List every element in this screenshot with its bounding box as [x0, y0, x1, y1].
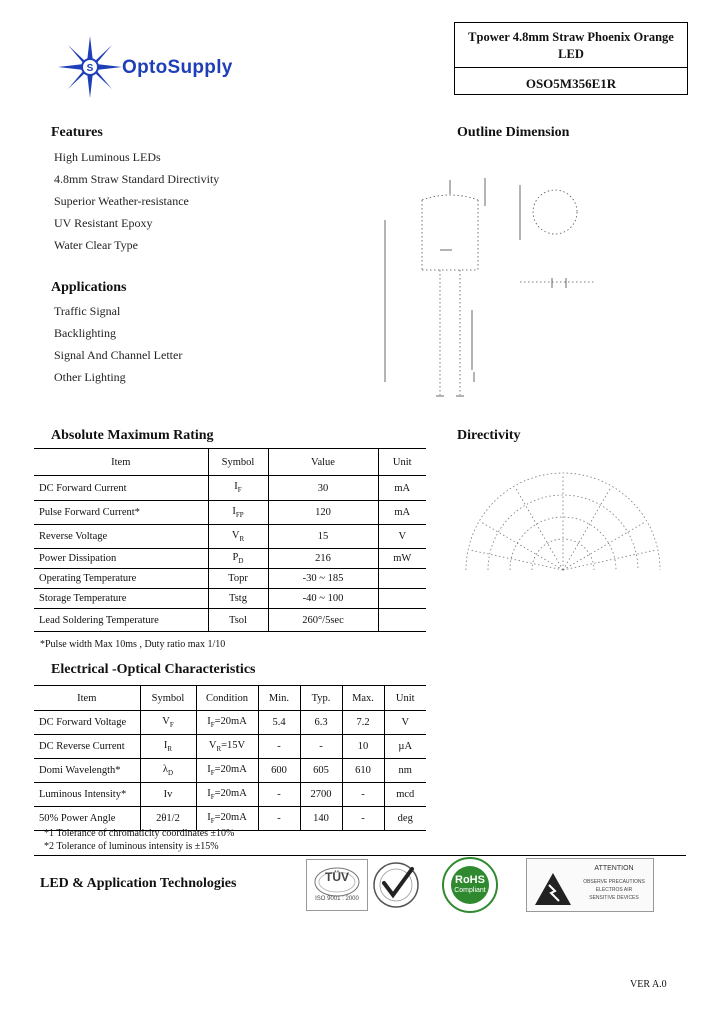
cell-min: 600 — [258, 759, 300, 783]
cell-item: DC Reverse Current — [34, 735, 140, 759]
cell-item: Pulse Forward Current* — [34, 501, 208, 525]
table-header-row — [34, 449, 426, 476]
cell-unit: mW — [378, 549, 426, 569]
cell-symbol: $V_R$ — [208, 525, 268, 549]
application-item: Other Lighting — [54, 370, 126, 384]
eo-note-2: *2 Tolerance of luminous intensity is ±15% — [44, 841, 219, 852]
cell-unit — [378, 609, 426, 632]
cell-max: - — [342, 783, 384, 807]
abs-max-note: *Pulse width Max 10ms , Duty ratio max 1/10 — [40, 639, 226, 650]
table-row — [34, 759, 426, 783]
quality-check-badge — [370, 857, 422, 911]
company-logo — [58, 36, 278, 98]
header-item: Item — [34, 686, 140, 711]
header-item: Item — [34, 449, 208, 476]
header-symbol: Symbol — [140, 686, 196, 711]
features-heading: Features — [51, 125, 103, 140]
feature-item: 4.8mm Straw Standard Directivity — [54, 172, 220, 186]
cell-value: 216 — [268, 549, 378, 569]
application-item: Signal And Channel Letter — [54, 348, 183, 362]
cell-unit: mcd — [384, 783, 426, 807]
cell-unit: nm — [384, 759, 426, 783]
cell-unit: V — [378, 525, 426, 549]
table-row — [34, 783, 426, 807]
cell-max: 7.2 — [342, 711, 384, 735]
applications-heading: Applications — [51, 280, 127, 295]
table-row — [34, 711, 426, 735]
cell-unit: V — [384, 711, 426, 735]
cell-unit: deg — [384, 807, 426, 831]
header-unit: Unit — [378, 449, 426, 476]
header-symbol: Symbol — [208, 449, 268, 476]
eo-note-1: *1 Tolerance of chromaticity coordinates ±10% — [44, 828, 235, 839]
cell-value: 15 — [268, 525, 378, 549]
cell-condition: $I_F=20mA$ — [196, 783, 258, 807]
table-row — [34, 569, 426, 589]
cell-condition: $V_R=15V$ — [196, 735, 258, 759]
cell-max: 610 — [342, 759, 384, 783]
application-item: Traffic Signal — [54, 304, 121, 318]
abs-max-heading: Absolute Maximum Rating — [51, 428, 214, 443]
cell-item: Operating Temperature — [34, 569, 208, 589]
cell-condition: $I_F=20mA$ — [196, 759, 258, 783]
cell-value: 30 — [268, 476, 378, 501]
cell-typ: - — [300, 735, 342, 759]
eo-heading: Electrical -Optical Characteristics — [51, 662, 256, 677]
cell-min: - — [258, 783, 300, 807]
cell-min: 5.4 — [258, 711, 300, 735]
eo-table — [34, 685, 426, 831]
cell-min: - — [258, 735, 300, 759]
feature-item: High Luminous LEDs — [54, 150, 161, 164]
cell-condition: $I_F=20mA$ — [196, 807, 258, 831]
esd-line: SENSITIVE DEVICES — [589, 895, 639, 901]
feature-item: UV Resistant Epoxy — [54, 216, 153, 230]
cell-symbol: Tsol — [208, 609, 268, 632]
abs-max-table — [34, 448, 426, 632]
checkmark-seal-icon — [370, 857, 422, 911]
star-logo-icon — [58, 36, 122, 98]
feature-item: Water Clear Type — [54, 238, 138, 252]
header-value: Value — [268, 449, 378, 476]
cell-unit: mA — [378, 501, 426, 525]
cell-symbol: Topr — [208, 569, 268, 589]
cell-unit — [378, 569, 426, 589]
cell-value: 120 — [268, 501, 378, 525]
company-name: LED & Application Technologies — [40, 876, 237, 891]
cell-typ: 605 — [300, 759, 342, 783]
cell-unit: mA — [378, 476, 426, 501]
cell-item: Lead Soldering Temperature — [34, 609, 208, 632]
header-min: Min. — [258, 686, 300, 711]
tuv-iso-badge — [306, 859, 368, 911]
table-row — [34, 735, 426, 759]
product-title-box — [454, 22, 688, 95]
cell-unit — [378, 589, 426, 609]
outline-dimension-drawing — [380, 170, 610, 405]
cell-typ: 140 — [300, 807, 342, 831]
cell-symbol: $\lambda_D$ — [140, 759, 196, 783]
cell-symbol: $P_D$ — [208, 549, 268, 569]
cell-symbol: $I_{FP}$ — [208, 501, 268, 525]
directivity-polar-diagram — [458, 470, 668, 580]
cell-symbol: Tstg — [208, 589, 268, 609]
outline-heading: Outline Dimension — [457, 125, 570, 140]
footer-divider — [34, 855, 686, 856]
cell-typ: 6.3 — [300, 711, 342, 735]
cell-item: DC Forward Current — [34, 476, 208, 501]
cell-symbol: $V_F$ — [140, 711, 196, 735]
cell-symbol: $I_F$ — [208, 476, 268, 501]
product-title: Tpower 4.8mm Straw Phoenix Orange LED — [468, 30, 674, 61]
cell-value: -40 ~ 100 — [268, 589, 378, 609]
esd-warning-icon — [533, 871, 573, 907]
cell-value: -30 ~ 185 — [268, 569, 378, 589]
header-max: Max. — [342, 686, 384, 711]
feature-item: Superior Weather-resistance — [54, 194, 189, 208]
cell-item: Storage Temperature — [34, 589, 208, 609]
cell-item: DC Forward Voltage — [34, 711, 140, 735]
cell-item: 50% Power Angle — [34, 807, 140, 831]
cell-value: 260°/5sec — [268, 609, 378, 632]
header-typ: Typ. — [300, 686, 342, 711]
table-row — [34, 501, 426, 525]
table-row — [34, 589, 426, 609]
iso-text: ISO 9001 : 2000 — [315, 896, 359, 902]
tuv-text: TÜV — [325, 870, 349, 884]
esd-warning-badge — [526, 858, 654, 912]
header-condition: Condition — [196, 686, 258, 711]
version-label: VER A.0 — [630, 979, 667, 990]
cell-symbol: $I_R$ — [140, 735, 196, 759]
directivity-heading: Directivity — [457, 428, 521, 443]
cell-condition: $I_F=20mA$ — [196, 711, 258, 735]
esd-line: ELECTROS AIR — [595, 887, 633, 893]
table-row — [34, 549, 426, 569]
table-row — [34, 807, 426, 831]
rohs-text: RoHS — [455, 874, 485, 886]
tuv-icon — [307, 860, 367, 910]
rohs-compliant-text: Compliant — [454, 887, 486, 894]
esd-line: OBSERVE PRECAUTIONS — [583, 879, 645, 885]
table-row — [34, 525, 426, 549]
cell-min: - — [258, 807, 300, 831]
cell-symbol: Iv — [140, 783, 196, 807]
application-item: Backlighting — [54, 326, 116, 340]
cell-item: Reverse Voltage — [34, 525, 208, 549]
cell-max: - — [342, 807, 384, 831]
cell-symbol: 2θ1/2 — [140, 807, 196, 831]
cell-item: Luminous Intensity* — [34, 783, 140, 807]
cell-typ: 2700 — [300, 783, 342, 807]
rohs-badge — [434, 857, 506, 913]
cell-unit: µA — [384, 735, 426, 759]
table-header-row — [34, 686, 426, 711]
svg-text:S: S — [86, 63, 94, 74]
table-row — [34, 476, 426, 501]
cell-item: Domi Wavelength* — [34, 759, 140, 783]
table-row — [34, 609, 426, 632]
header-unit: Unit — [384, 686, 426, 711]
cell-max: 10 — [342, 735, 384, 759]
cell-item: Power Dissipation — [34, 549, 208, 569]
part-number: OSO5M356E1R — [525, 76, 617, 91]
logo-text: OptoSupply — [122, 57, 233, 78]
esd-title: ATTENTION — [594, 865, 634, 872]
